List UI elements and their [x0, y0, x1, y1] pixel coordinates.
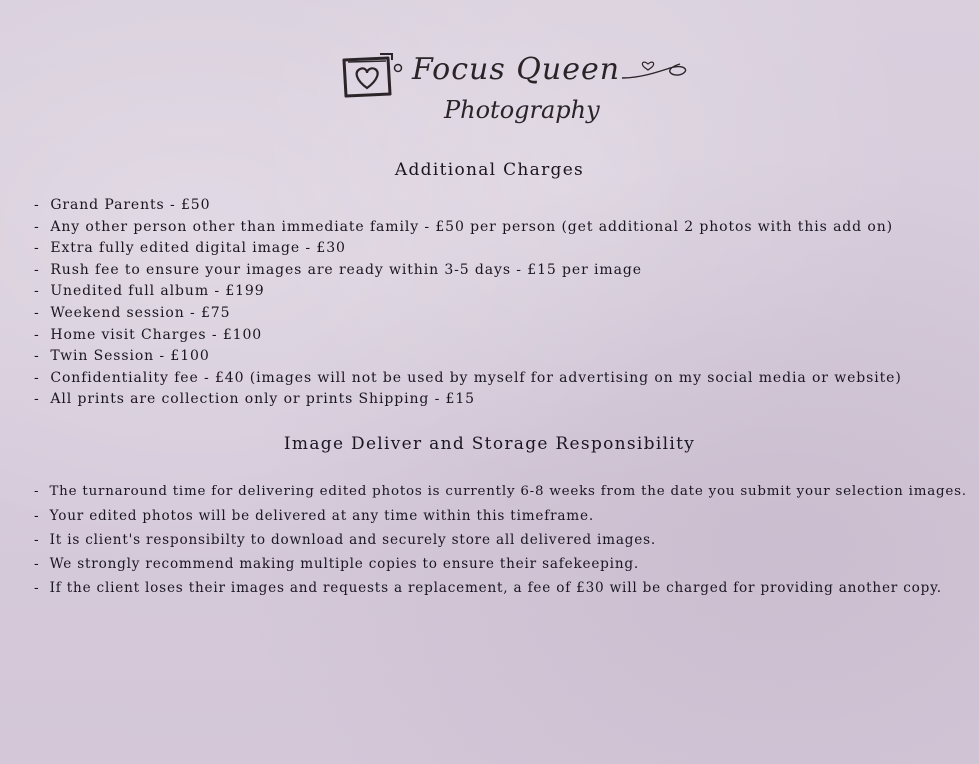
- list-item: - Home visit Charges - £100: [34, 325, 902, 347]
- list-item: - Confidentiality fee - £40 (images will not be used by myself for advertising on my social media or website): [34, 368, 902, 390]
- additional-charges-heading: Additional Charges: [394, 160, 585, 180]
- list-item: - The turnaround time for delivering edited photos is currently 6-8 weeks from the date you submit your selection images.: [34, 480, 967, 504]
- storage-heading: Image Deliver and Storage Responsibility: [283, 434, 696, 454]
- list-item: - Twin Session - £100: [34, 346, 902, 368]
- list-item: - Weekend session - £75: [34, 303, 902, 325]
- list-item: - Any other person other than immediate family - £50 per person (get additional 2 photos with this add on): [34, 217, 902, 239]
- list-item: - We strongly recommend making multiple copies to ensure their safekeeping.: [34, 552, 967, 576]
- brand-subtitle: Photography: [444, 96, 600, 124]
- list-item: - Your edited photos will be delivered at any time within this timeframe.: [34, 504, 967, 528]
- storage-list: [34, 480, 967, 600]
- brand-logo: [340, 48, 700, 138]
- list-item: - If the client loses their images and requests a replacement, a fee of £30 will be charged for providing another copy.: [34, 576, 967, 600]
- list-item: - All prints are collection only or prints Shipping - £15: [34, 389, 902, 411]
- list-item: - Extra fully edited digital image - £30: [34, 238, 902, 260]
- list-item: - Grand Parents - £50: [34, 195, 902, 217]
- additional-charges-list: [34, 195, 902, 411]
- list-item: - Rush fee to ensure your images are ready within 3-5 days - £15 per image: [34, 260, 902, 282]
- list-item: - Unedited full album - £199: [34, 281, 902, 303]
- brand-name: Focus Queen: [412, 52, 621, 87]
- list-item: - It is client's responsibilty to download and securely store all delivered images.: [34, 528, 967, 552]
